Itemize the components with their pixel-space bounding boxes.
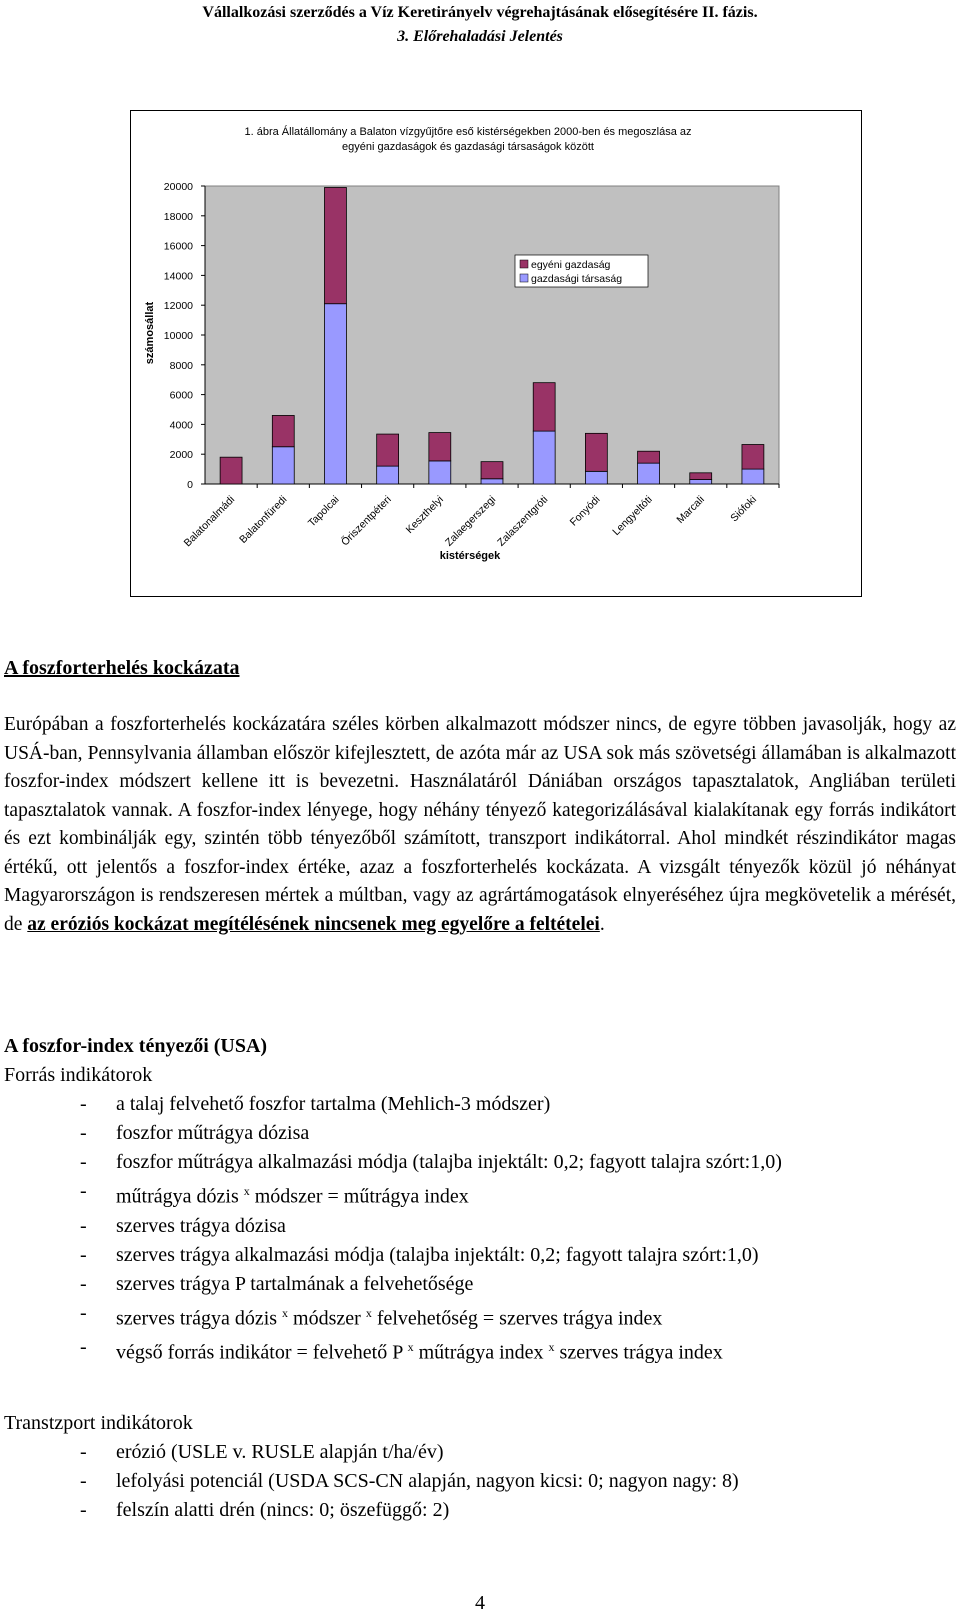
list-item: - műtrágya dózis $^x$ módszer = műtrágya index bbox=[80, 1177, 940, 1212]
chart-title-line2: egyéni gazdaságok és gazdasági társaságok között bbox=[342, 141, 594, 153]
legend-label-tarsasag: gazdasági társaság bbox=[531, 273, 623, 285]
bar-segment-egyeni bbox=[585, 433, 607, 471]
paragraph-main-text: Európában a foszforterhelés kockázatára széles körben alkalmazott módszer nincs, de egyre többen javasolják, hogy az USÁ-ban, Pennsylvania államban először kifejlesztett, de azóta már az USA sok más szövetségi államában is alkalmazott foszfor-index módszert kellene itt is bevezetni. Használatáról Dániában országos tapasztalatok, Angliában területi tapasztalatok vannak. A foszfor-index lényege, hogy néhány tényező kategorizálásával kialakítanak egy forrás indikátort és ezt kombinálják egy, szintén több tényezőből számított, transzport indikátorral. Ahol mindkét részindikátor magas értékű, ott jelentős a foszfor-index értéke, azaz a foszforterhelés kockázata. A vizsgált tényezők közül jó néhányat Magyarországon is rendszeresen mértek a múltban, vagy az agrártámogatások elnyeréséhez újra megkövetelik a mérését, de bbox=[4, 714, 956, 935]
x-tick-label: Zalaszentgróti bbox=[495, 493, 551, 549]
bar-segment-egyeni bbox=[638, 451, 660, 463]
list-item: - a talaj felvehető foszfor tartalma (Mehlich-3 módszer) bbox=[80, 1090, 940, 1119]
livestock-chart bbox=[130, 110, 862, 597]
transport-indicators-list bbox=[80, 1438, 940, 1525]
bar-segment-tarsasag bbox=[690, 480, 712, 484]
bar-segment-tarsasag bbox=[377, 466, 399, 484]
x-tick-label: Tapolcai bbox=[305, 493, 342, 530]
x-tick-label: Keszthelyi bbox=[403, 493, 446, 536]
list-item: - szerves trágya dózis $^x$ módszer $^x$ felvehetőség = szerves trágya index bbox=[80, 1299, 940, 1334]
y-tick-label: 20000 bbox=[163, 181, 193, 193]
x-tick-label: Lengyeltóti bbox=[610, 493, 655, 539]
bar-segment-tarsasag bbox=[638, 463, 660, 484]
list-item: - erózió (USLE v. RUSLE alapján t/ha/év) bbox=[80, 1438, 940, 1467]
bar-segment-tarsasag bbox=[272, 447, 294, 484]
bar-segment-egyeni bbox=[220, 457, 242, 484]
bar-segment-tarsasag bbox=[429, 461, 451, 484]
y-tick-label: 18000 bbox=[163, 210, 193, 223]
list-item: - szerves trágya P tartalmának a felvehetősége bbox=[80, 1270, 940, 1299]
list-item: - foszfor műtrágya dózisa bbox=[80, 1119, 940, 1148]
x-tick-label: Marcali bbox=[674, 493, 707, 527]
bar-segment-egyeni bbox=[481, 462, 503, 479]
document-header-subtitle: 3. Előrehaladási Jelentés bbox=[397, 28, 563, 45]
x-axis-label: kistérségek bbox=[439, 550, 501, 562]
y-tick-label: 10000 bbox=[163, 330, 193, 342]
x-tick-label: Balatonalmádi bbox=[181, 493, 238, 550]
chart-legend bbox=[515, 255, 648, 287]
list-item: - felszín alatti drén (nincs: 0; öszefüggő: 2) bbox=[80, 1496, 940, 1525]
y-tick-label: 0 bbox=[187, 479, 193, 491]
legend-label-egyeni: egyéni gazdaság bbox=[531, 259, 611, 271]
legend-swatch-egyeni bbox=[520, 260, 528, 268]
bar-segment-tarsasag bbox=[481, 479, 503, 484]
x-tick-label: Őriszentpéteri bbox=[339, 493, 394, 549]
chart-title-line1: 1. ábra Állatállomány a Balaton vízgyűjtőre eső kistérségekben 2000-ben és megoszlása az bbox=[244, 126, 692, 138]
transport-indicators-label: Transtzport indikátorok bbox=[4, 1412, 193, 1434]
bar-segment-egyeni bbox=[533, 383, 555, 431]
paragraph-end: . bbox=[599, 913, 605, 935]
bar-segment-tarsasag bbox=[324, 304, 346, 484]
y-tick-label: 12000 bbox=[163, 300, 193, 313]
x-tick-label: Balatonfüredi bbox=[237, 493, 290, 546]
x-tick-label: Zalaegerszegi bbox=[443, 493, 499, 549]
bar-segment-tarsasag bbox=[533, 431, 555, 484]
livestock-chart-svg bbox=[131, 111, 861, 596]
y-tick-label: 16000 bbox=[163, 240, 193, 253]
y-tick-label: 14000 bbox=[163, 270, 193, 283]
y-tick-label: 2000 bbox=[169, 449, 193, 462]
legend-swatch-tarsasag bbox=[520, 274, 528, 282]
bar-segment-egyeni bbox=[742, 445, 764, 470]
y-tick-label: 4000 bbox=[169, 419, 193, 432]
x-tick-label: Siófoki bbox=[728, 493, 760, 525]
y-tick-label: 6000 bbox=[169, 389, 193, 402]
paragraph-phosphorus-risk bbox=[4, 711, 956, 939]
page-number: 4 bbox=[475, 1592, 485, 1614]
y-tick-label: 8000 bbox=[169, 359, 193, 372]
list-item: - végső forrás indikátor = felvehető P $^x$ műtrágya index $^x$ szerves trágya index bbox=[80, 1333, 940, 1368]
y-axis-label: számosállat bbox=[144, 301, 156, 365]
list-item: - szerves trágya alkalmazási módja (talajba injektált: 0,2; fagyott talajra szórt:1,0) bbox=[80, 1241, 940, 1270]
section-title-pindex-factors: A foszfor-index tényezői (USA) bbox=[4, 1035, 268, 1057]
paragraph-emphasis: az eróziós kockázat megítélésének nincsenek meg egyelőre a feltételei bbox=[27, 913, 600, 935]
list-item: - szerves trágya dózisa bbox=[80, 1212, 940, 1241]
source-indicators-label: Forrás indikátorok bbox=[4, 1064, 153, 1086]
list-item: - lefolyási potenciál (USDA SCS-CN alapján, nagyon kicsi: 0; nagyon nagy: 8) bbox=[80, 1467, 940, 1496]
section-title-phosphorus-risk: A foszforterhelés kockázata bbox=[4, 657, 240, 679]
source-indicators-list bbox=[80, 1090, 940, 1368]
bar-segment-egyeni bbox=[272, 415, 294, 446]
bar-segment-tarsasag bbox=[742, 469, 764, 484]
list-item: - foszfor műtrágya alkalmazási módja (talajba injektált: 0,2; fagyott talajra szórt:1,0) bbox=[80, 1148, 940, 1177]
bar-segment-egyeni bbox=[377, 434, 399, 466]
bar-segment-egyeni bbox=[324, 187, 346, 303]
document-header-title: Vállalkozási szerződés a Víz Keretirányelv végrehajtásának elősegítésére II. fázis. bbox=[202, 4, 758, 21]
bar-segment-egyeni bbox=[690, 473, 712, 480]
x-tick-label: Fonyódi bbox=[567, 493, 603, 529]
bar-segment-egyeni bbox=[429, 433, 451, 461]
bar-segment-tarsasag bbox=[585, 471, 607, 484]
